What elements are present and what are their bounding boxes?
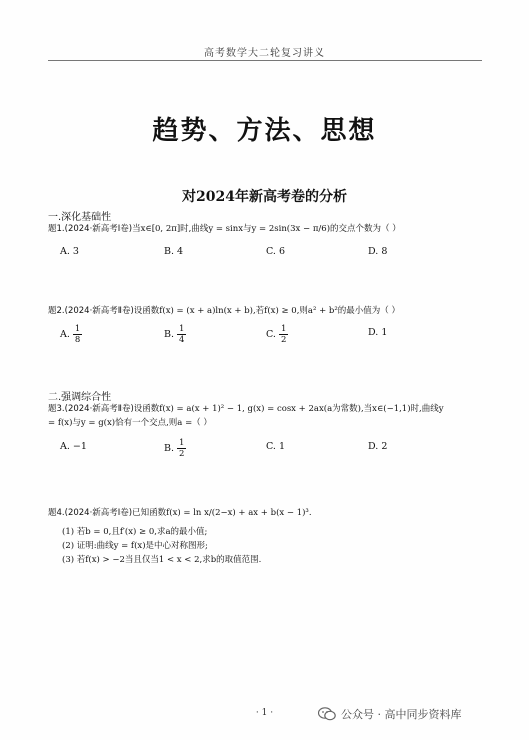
option-b (164, 438, 186, 459)
main-title: 趋势、方法、思想 (152, 116, 377, 146)
option-a (60, 324, 82, 345)
numerator: 1 (179, 324, 185, 334)
page-number: · 1 · (255, 708, 274, 718)
section-heading-1: 一.深化基础性 (48, 212, 112, 223)
question-number: 题1. (48, 224, 65, 234)
fraction (73, 324, 82, 345)
option-letter: C. (266, 329, 276, 340)
watermark-text: 公众号 · 高中同步资料库 (341, 708, 462, 721)
option-d: D. 8 (368, 246, 388, 257)
fraction (279, 324, 288, 345)
option-letter: B. (164, 443, 175, 454)
denominator: 4 (179, 335, 185, 345)
option-c: C. 6 (266, 246, 286, 257)
numerator: 1 (74, 324, 81, 334)
running-header: 高考数学大二轮复习讲义 (204, 48, 325, 59)
fraction (177, 438, 186, 459)
denominator: 8 (74, 335, 81, 345)
question-text: 当x∈[0, 2π]时,曲线y = sinx与y = 2sin(3x − π/6)的交点个数为（ ） (132, 224, 401, 234)
numerator: 1 (280, 324, 287, 334)
wechat-icon (318, 707, 336, 721)
option-d: D. 1 (368, 327, 388, 338)
header-divider (48, 60, 482, 61)
question-3 (48, 402, 488, 430)
question-text: 已知函数f(x) = ln x/(2−x) + ax + b(x − 1)³. (132, 508, 312, 518)
option-c: C. 1 (266, 441, 286, 452)
question-number: 题3. (48, 404, 65, 414)
option-letter: A. (60, 329, 70, 340)
question-source: (2024·新高考Ⅰ卷) (64, 224, 133, 234)
question-number: 题4. (48, 508, 65, 518)
question-text: 设函数f(x) = (x + a)ln(x + b),若f(x) ≥ 0,则a² + b²的最小值为（ ） (133, 306, 400, 316)
question-number: 题2. (48, 306, 65, 316)
option-letter: B. (164, 329, 175, 340)
question-source: (2024·新高考Ⅱ卷) (64, 306, 134, 316)
fraction (177, 324, 186, 345)
option-b: B. 4 (164, 246, 184, 257)
question-2 (48, 304, 488, 318)
question-1 (48, 222, 488, 236)
question-source: (2024·新高考Ⅱ卷) (64, 404, 134, 414)
question-text-line-1: 设函数f(x) = a(x + 1)² − 1, g(x) = cosx + 2ax(a为常数),当x∈(−1,1)时,曲线y (133, 404, 444, 414)
watermark (318, 706, 462, 722)
option-c (266, 324, 288, 345)
denominator: 2 (179, 449, 185, 459)
question-text-line-2: = f(x)与y = g(x)恰有一个交点,则a =（ ） (48, 418, 212, 428)
option-a: A. 3 (60, 246, 79, 257)
option-b (164, 324, 186, 345)
sub-question-2: (2) 证明:曲线y = f(x)是中心对称图形; (62, 541, 208, 551)
analysis-title: 对2024年新高考卷的分析 (182, 189, 347, 205)
sub-question-3: (3) 若f(x) > −2当且仅当1 < x < 2,求b的取值范围. (62, 555, 262, 565)
section-heading-2: 二.强调综合性 (48, 392, 112, 403)
option-d: D. 2 (368, 441, 388, 452)
denominator: 2 (280, 335, 287, 345)
numerator: 1 (179, 438, 185, 448)
question-source: (2024·新高考Ⅰ卷) (64, 508, 133, 518)
sub-question-1: (1) 若b = 0,且f′(x) ≥ 0,求a的最小值; (62, 527, 208, 537)
option-a: A. −1 (60, 441, 87, 452)
question-4 (48, 506, 488, 520)
